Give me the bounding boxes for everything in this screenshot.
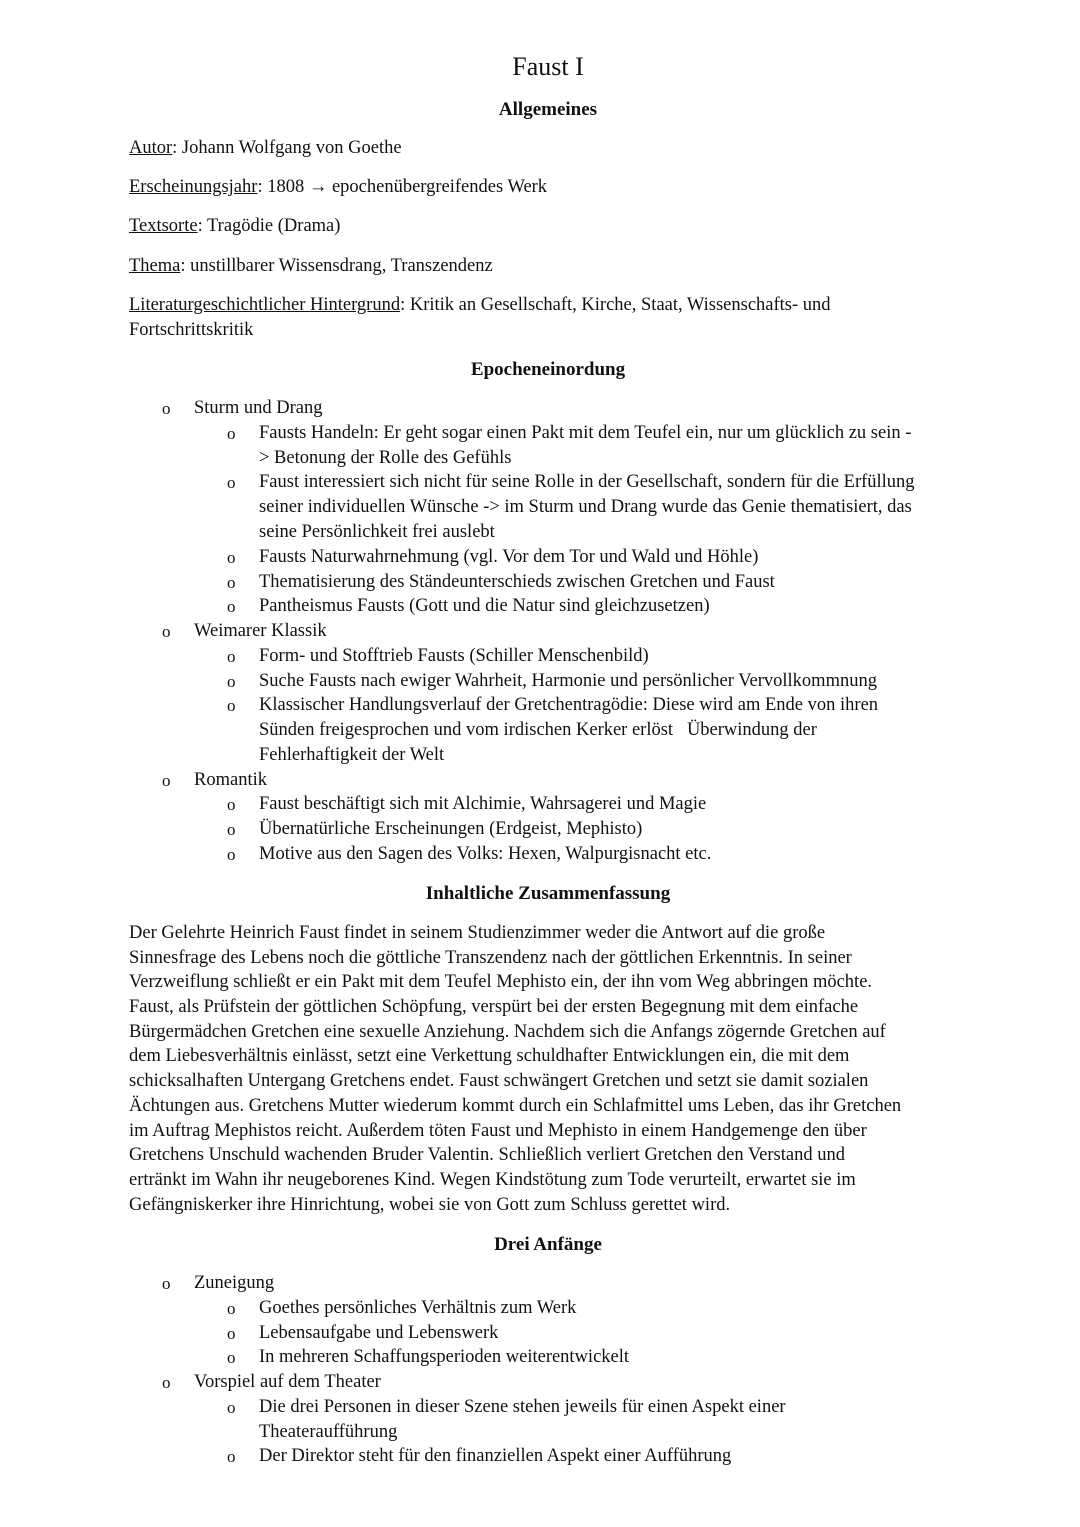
- list-bullet: o: [227, 548, 236, 567]
- epoch-name: Weimarer Klassik: [194, 621, 327, 641]
- list-bullet: o: [227, 1447, 236, 1466]
- general-continuation: Fortschrittskritik: [129, 320, 254, 340]
- list-bullet: o: [227, 1324, 236, 1343]
- epoch-name: Sturm und Drang: [194, 398, 323, 418]
- list-item-text: > Betonung der Rolle des Gefühls: [259, 448, 512, 468]
- summary-line: schicksalhaften Untergang Gretchens endet. Faust schwängert Gretchen und setzt sie damit sozialen: [129, 1071, 869, 1091]
- epoch-name: Romantik: [194, 770, 267, 790]
- beginning-name: Vorspiel auf dem Theater: [194, 1372, 381, 1392]
- list-item-text: In mehreren Schaffungsperioden weiterentwickelt: [259, 1347, 630, 1367]
- list-item-text: Fehlerhaftigkeit der Welt: [259, 745, 445, 765]
- summary-line: Bürgermädchen Gretchen eine sexuelle Anziehung. Nachdem sich die Anfangs zögernde Gretchen auf: [129, 1022, 886, 1042]
- list-item-text: Theateraufführung: [259, 1422, 398, 1442]
- list-bullet: o: [227, 1299, 236, 1318]
- list-item-text: seiner individuellen Wünsche -> im Sturm und Drang wurde das Genie thematisiert, das: [259, 497, 912, 517]
- list-item-text: Der Direktor steht für den finanziellen Aspekt einer Aufführung: [259, 1446, 732, 1466]
- list-bullet: o: [227, 1348, 236, 1367]
- list-item-text: Fausts Naturwahrnehmung (vgl. Vor dem Tor und Wald und Höhle): [259, 547, 759, 567]
- list-item-text: Faust interessiert sich nicht für seine Rolle in der Gesellschaft, sondern für die Erfüllung: [259, 472, 915, 492]
- summary-line: ertränkt im Wahn ihr neugeborenes Kind. Wegen Kindstötung zum Tode verurteilt, erwartet sie im: [129, 1170, 856, 1190]
- heading-epocheneinordung: Epocheneinordung: [470, 359, 626, 380]
- beginning-name: Zuneigung: [194, 1273, 275, 1293]
- list-item-text: Form- und Stofftrieb Fausts (Schiller Menschenbild): [259, 646, 649, 666]
- list-item-text: Thematisierung des Ständeunterschieds zwischen Gretchen und Faust: [259, 572, 775, 592]
- list-bullet: o: [227, 647, 236, 666]
- list-bullet: o: [227, 597, 236, 616]
- list-bullet: o: [162, 399, 171, 418]
- list-item-text: Suche Fausts nach ewiger Wahrheit, Harmonie und persönlicher Vervollkommnung: [259, 671, 877, 691]
- general-value: : Johann Wolfgang von Goethe: [172, 138, 402, 158]
- heading-allgemeines: Allgemeines: [498, 99, 598, 120]
- general-line-autor: [129, 138, 402, 159]
- summary-line: Ächtungen aus. Gretchens Mutter wiederum kommt durch ein Schlafmittel ums Leben, das ihr Gretchen: [129, 1096, 902, 1116]
- general-value: : 1808 → epochenübergreifendes Werk: [257, 177, 548, 197]
- summary-line: Verzweiflung schließt er ein Pakt mit dem Teufel Mephisto ein, der ihn vom Weg abbringen möchte.: [129, 972, 873, 992]
- general-label: Textsorte: [129, 216, 198, 236]
- general-value: : unstillbarer Wissensdrang, Transzendenz: [180, 256, 493, 276]
- list-bullet: o: [227, 672, 236, 691]
- list-bullet: o: [227, 696, 236, 715]
- summary-line: Sinnesfrage des Lebens noch die göttliche Transzendenz nach der göttlichen Erkenntnis. In seiner: [129, 948, 852, 968]
- summary-line: Faust, als Prüfstein der göttlichen Schöpfung, verspürt bei der ersten Begegnung mit dem einfache: [129, 997, 859, 1017]
- general-value: : Kritik an Gesellschaft, Kirche, Staat, Wissenschafts- und: [400, 295, 831, 315]
- list-item-text: Fausts Handeln: Er geht sogar einen Pakt mit dem Teufel ein, nur um glücklich zu sein -: [259, 423, 912, 443]
- heading-inhaltliche-zusammenfassung: Inhaltliche Zusammenfassung: [425, 883, 671, 904]
- general-line-hintergrund: [129, 295, 831, 316]
- list-item-text: Sünden freigesprochen und vom irdischen Kerker erlöst Überwindung der: [259, 720, 817, 740]
- list-bullet: o: [227, 424, 236, 443]
- list-bullet: o: [227, 573, 236, 592]
- list-item-text: Klassischer Handlungsverlauf der Gretchentragödie: Diese wird am Ende von ihren: [259, 695, 879, 715]
- general-label: Erscheinungsjahr: [129, 177, 258, 197]
- list-item-text: Goethes persönliches Verhältnis zum Werk: [259, 1298, 577, 1318]
- list-item-text: Pantheismus Fausts (Gott und die Natur sind gleichzusetzen): [259, 596, 710, 616]
- list-bullet: o: [162, 1373, 171, 1392]
- summary-line: dem Liebesverhältnis einlässt, setzt eine Verkettung schuldhafter Entwicklungen ein, die mit dem: [129, 1046, 850, 1066]
- general-value: : Tragödie (Drama): [197, 216, 341, 236]
- general-line-jahr: [129, 177, 547, 198]
- general-line-textsorte: [129, 216, 340, 237]
- general-label: Thema: [129, 256, 181, 276]
- list-bullet: o: [162, 771, 171, 790]
- list-item-text: Faust beschäftigt sich mit Alchimie, Wahrsagerei und Magie: [259, 794, 707, 814]
- summary-line: Der Gelehrte Heinrich Faust findet in seinem Studienzimmer weder die Antwort auf die große: [129, 923, 826, 943]
- list-item-text: Übernatürliche Erscheinungen (Erdgeist, Mephisto): [259, 819, 643, 839]
- heading-drei-anfaenge: Drei Anfänge: [494, 1234, 602, 1255]
- list-bullet: o: [227, 1398, 236, 1417]
- list-bullet: o: [227, 473, 236, 492]
- list-item-text: Lebensaufgabe und Lebenswerk: [259, 1323, 499, 1343]
- summary-line: Gretchens Unschuld wachenden Bruder Valentin. Schließlich verliert Gretchen den Verstand und: [129, 1145, 845, 1165]
- list-item-text: seine Persönlichkeit frei auslebt: [259, 522, 495, 542]
- list-item-text: Die drei Personen in dieser Szene stehen jeweils für einen Aspekt einer: [259, 1397, 786, 1417]
- general-label: Literaturgeschichtlicher Hintergrund: [129, 295, 401, 315]
- general-label: Autor: [129, 138, 173, 158]
- document-title: Faust I: [512, 52, 584, 81]
- list-bullet: o: [227, 820, 236, 839]
- list-bullet: o: [162, 1274, 171, 1293]
- summary-line: Gefängniskerker ihre Hinrichtung, wobei sie von Gott zum Schluss gerettet wird.: [129, 1195, 731, 1215]
- list-bullet: o: [227, 795, 236, 814]
- list-bullet: o: [227, 845, 236, 864]
- list-item-text: Motive aus den Sagen des Volks: Hexen, Walpurgisnacht etc.: [259, 844, 712, 864]
- general-line-thema: [129, 256, 493, 277]
- list-bullet: o: [162, 622, 171, 641]
- summary-line: im Auftrag Mephistos reicht. Außerdem töten Faust und Mephisto in einem Handgemenge den über: [129, 1121, 867, 1141]
